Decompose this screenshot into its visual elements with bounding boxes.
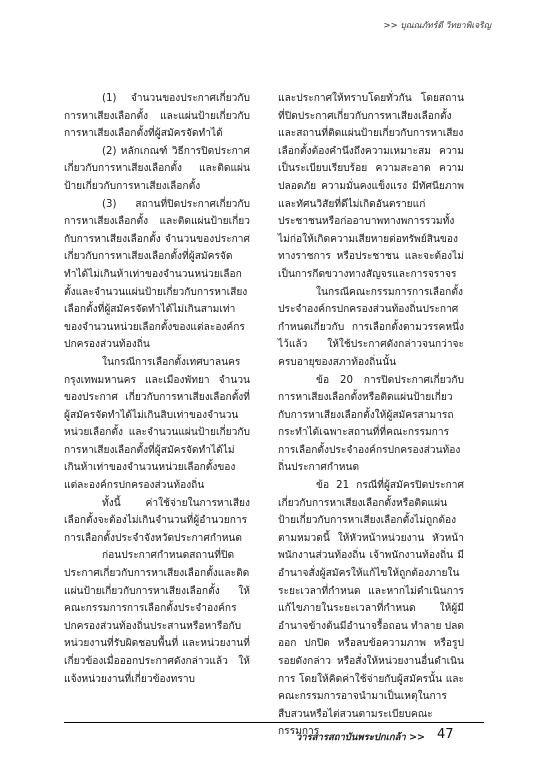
paragraph: (1) จำนวนของประกาศเกี่ยวกับการหาเสียงเลือกตั้ง และแผ่นป้ายเกี่ยวกับการหาเสียงเลือกตั้งที่ผู้สมัครจัดทำได้ [64,93,250,140]
journal-title: วารสารสถาบันพระปกเกล้า >> [295,732,425,743]
footer-rule [64,722,484,723]
paragraph: ทั้งนี้ ค่าใช้จ่ายในการหาเสียงเลือกตั้งจะต้องไม่เกินจำนวนที่ผู้อำนวยการการเลือกตั้งประจำจังหวัดประกาศกำหนด [64,497,250,544]
right-column [278,90,464,741]
paragraph: ในกรณีคณะกรรมการการเลือกตั้งประจำองค์กรปกครองส่วนท้องถิ่นประกาศกำหนดเกี่ยวกับ การเลือกตั้งตามวรรคหนึ่งไว้แล้ว ให้ใช้ประกาศดังกล่าวจนกว่าจะครบอายุของสภาท้องถิ่นนั้น [278,286,464,368]
page-number: 47 [437,727,454,742]
paragraph: ข้อ 20 การปิดประกาศเกี่ยวกับการหาเสียงเลือกตั้งหรือติดแผ่นป้ายเกี่ยวกับการหาเสียงเลือกตั้งให้ผู้สมัครสามารถกระทำได้เฉพาะสถานที่ที่คณะกรรมการการเลือกตั้งประจำองค์กรปกครองส่วนท้องถิ่นประกาศกำหนด [278,374,464,474]
paragraph: (2) หลักเกณฑ์ วิธีการปิดประกาศเกี่ยวกับการหาเสียงเลือกตั้ง และติดแผ่นป้ายเกี่ยวกับการหาเสียงเลือกตั้ง [64,145,250,192]
running-head: >> บุณณภัทร์ตี วิทยาพิเจริญ [383,21,491,31]
paragraph: (3) สถานที่ปิดประกาศเกี่ยวกับการหาเสียงเลือกตั้ง และติดแผ่นป้ายเกี่ยวกับการหาเสียงเลือกตั้ง จำนวนของประกาศเกี่ยวกับการหาเสียงเลือกตั้งที่ผู้สมัครจัดทำได้ไม่เกินห้าเท่าของจำนวนหน่วยเลือกตั้งและจำนวนแผ่นป้ายเกี่ยวกับการหาเสียงเลือกตั้งที่ผู้สมัครจัดทำได้ไม่เกินสามเท่าของจำนวนหน่วยเลือกตั้งของแต่ละองค์กรปกครองส่วนท้องถิ่น [64,198,250,351]
paragraph: ก่อนประกาศกำหนดสถานที่ปิดประกาศเกี่ยวกับการหาเสียงเลือกตั้งและติดแผ่นป้ายเกี่ยวกับการหาเสียงเลือกตั้ง ให้คณะกรรมการการเลือกตั้งประจำองค์กรปกครองส่วนท้องถิ่นประสานหรือหารือกับหน่วยงานที่รับผิดชอบพื้นที่ และหน่วยงานที่เกี่ยวข้องเมื่อออกประกาศดังกล่าวแล้ว ให้แจ้งหน่วยงานที่เกี่ยวข้องทราบ [64,550,250,685]
left-column [64,90,250,688]
paragraph: ข้อ 21 กรณีที่ผู้สมัครปิดประกาศเกี่ยวกับการหาเสียงเลือกตั้งหรือติดแผ่นป้ายเกี่ยวกับการหาเสียงเลือกตั้งไม่ถูกต้องตามหมวดนี้ ให้หัวหน้าหน่วยงาน หัวหน้าพนักงานส่วนท้องถิ่น เจ้าพนักงานท้องถิ่น มีอำนาจสั่งผู้สมัครให้แก้ไขให้ถูกต้องภายในระยะเวลาที่กำหนด และหากไม่ดำเนินการแก้ไขภายในระยะเวลาที่กำหนด ให้ผู้มีอำนาจข้างต้นมีอำนาจรื้อถอน ทำลาย ปลดออก ปกปิด หรือลบข้อความภาพ หรือรูปรอยดังกล่าว หรือสั่งให้หน่วยงานอื่นดำเนินการ โดยให้คิดค่าใช้จ่ายกับผู้สมัครนั้น และคณะกรรมการอาจนำมาเป็นเหตุในการสืบสวนหรือไต่สวนตามระเบียบคณะกรรมการ [278,480,464,738]
paragraph: และประกาศให้ทราบโดยทั่วกัน โดยสถานที่ปิดประกาศเกี่ยวกับการหาเสียงเลือกตั้ง และสถานที่ติดแผ่นป้ายเกี่ยวกับการหาเสียงเลือกตั้งต้องคำนึงถึงความเหมาะสม ความเป็นระเบียบเรียบร้อย ความสะอาด ความปลอดภัย ความมั่นคงแข็งแรง มีทัศนียภาพและทัศนวิสัยที่ดีไม่เกิดอันตรายแก่ประชาชนหรือก่ออาบาพทางพการรวมทั้งไม่ก่อให้เกิดความเสียหายต่อทรัพย์สินของทางราชการ หรือประชาชน และจะต้องไม่เป็นการกีดขวางทางสัญจรและการจราจร [278,93,464,280]
paragraph: ในกรณีการเลือกตั้งเทศบาลนครกรุงเทพมหานคร และเมืองพัทยา จำนวนของประกาศ เกี่ยวกับการหาเสียงเลือกตั้งที่ผู้สมัครจัดทำได้ไม่เกินสิบเท่าของจำนวนหน่วยเลือกตั้ง และจำนวนแผ่นป้ายเกี่ยวกับการหาเสียงเลือกตั้งที่ผู้สมัครจัดทำได้ไม่เกินห้าเท่าของจำนวนหน่วยเลือกตั้งของแต่ละองค์กรปกครองส่วนท้องถิ่น [64,356,250,492]
